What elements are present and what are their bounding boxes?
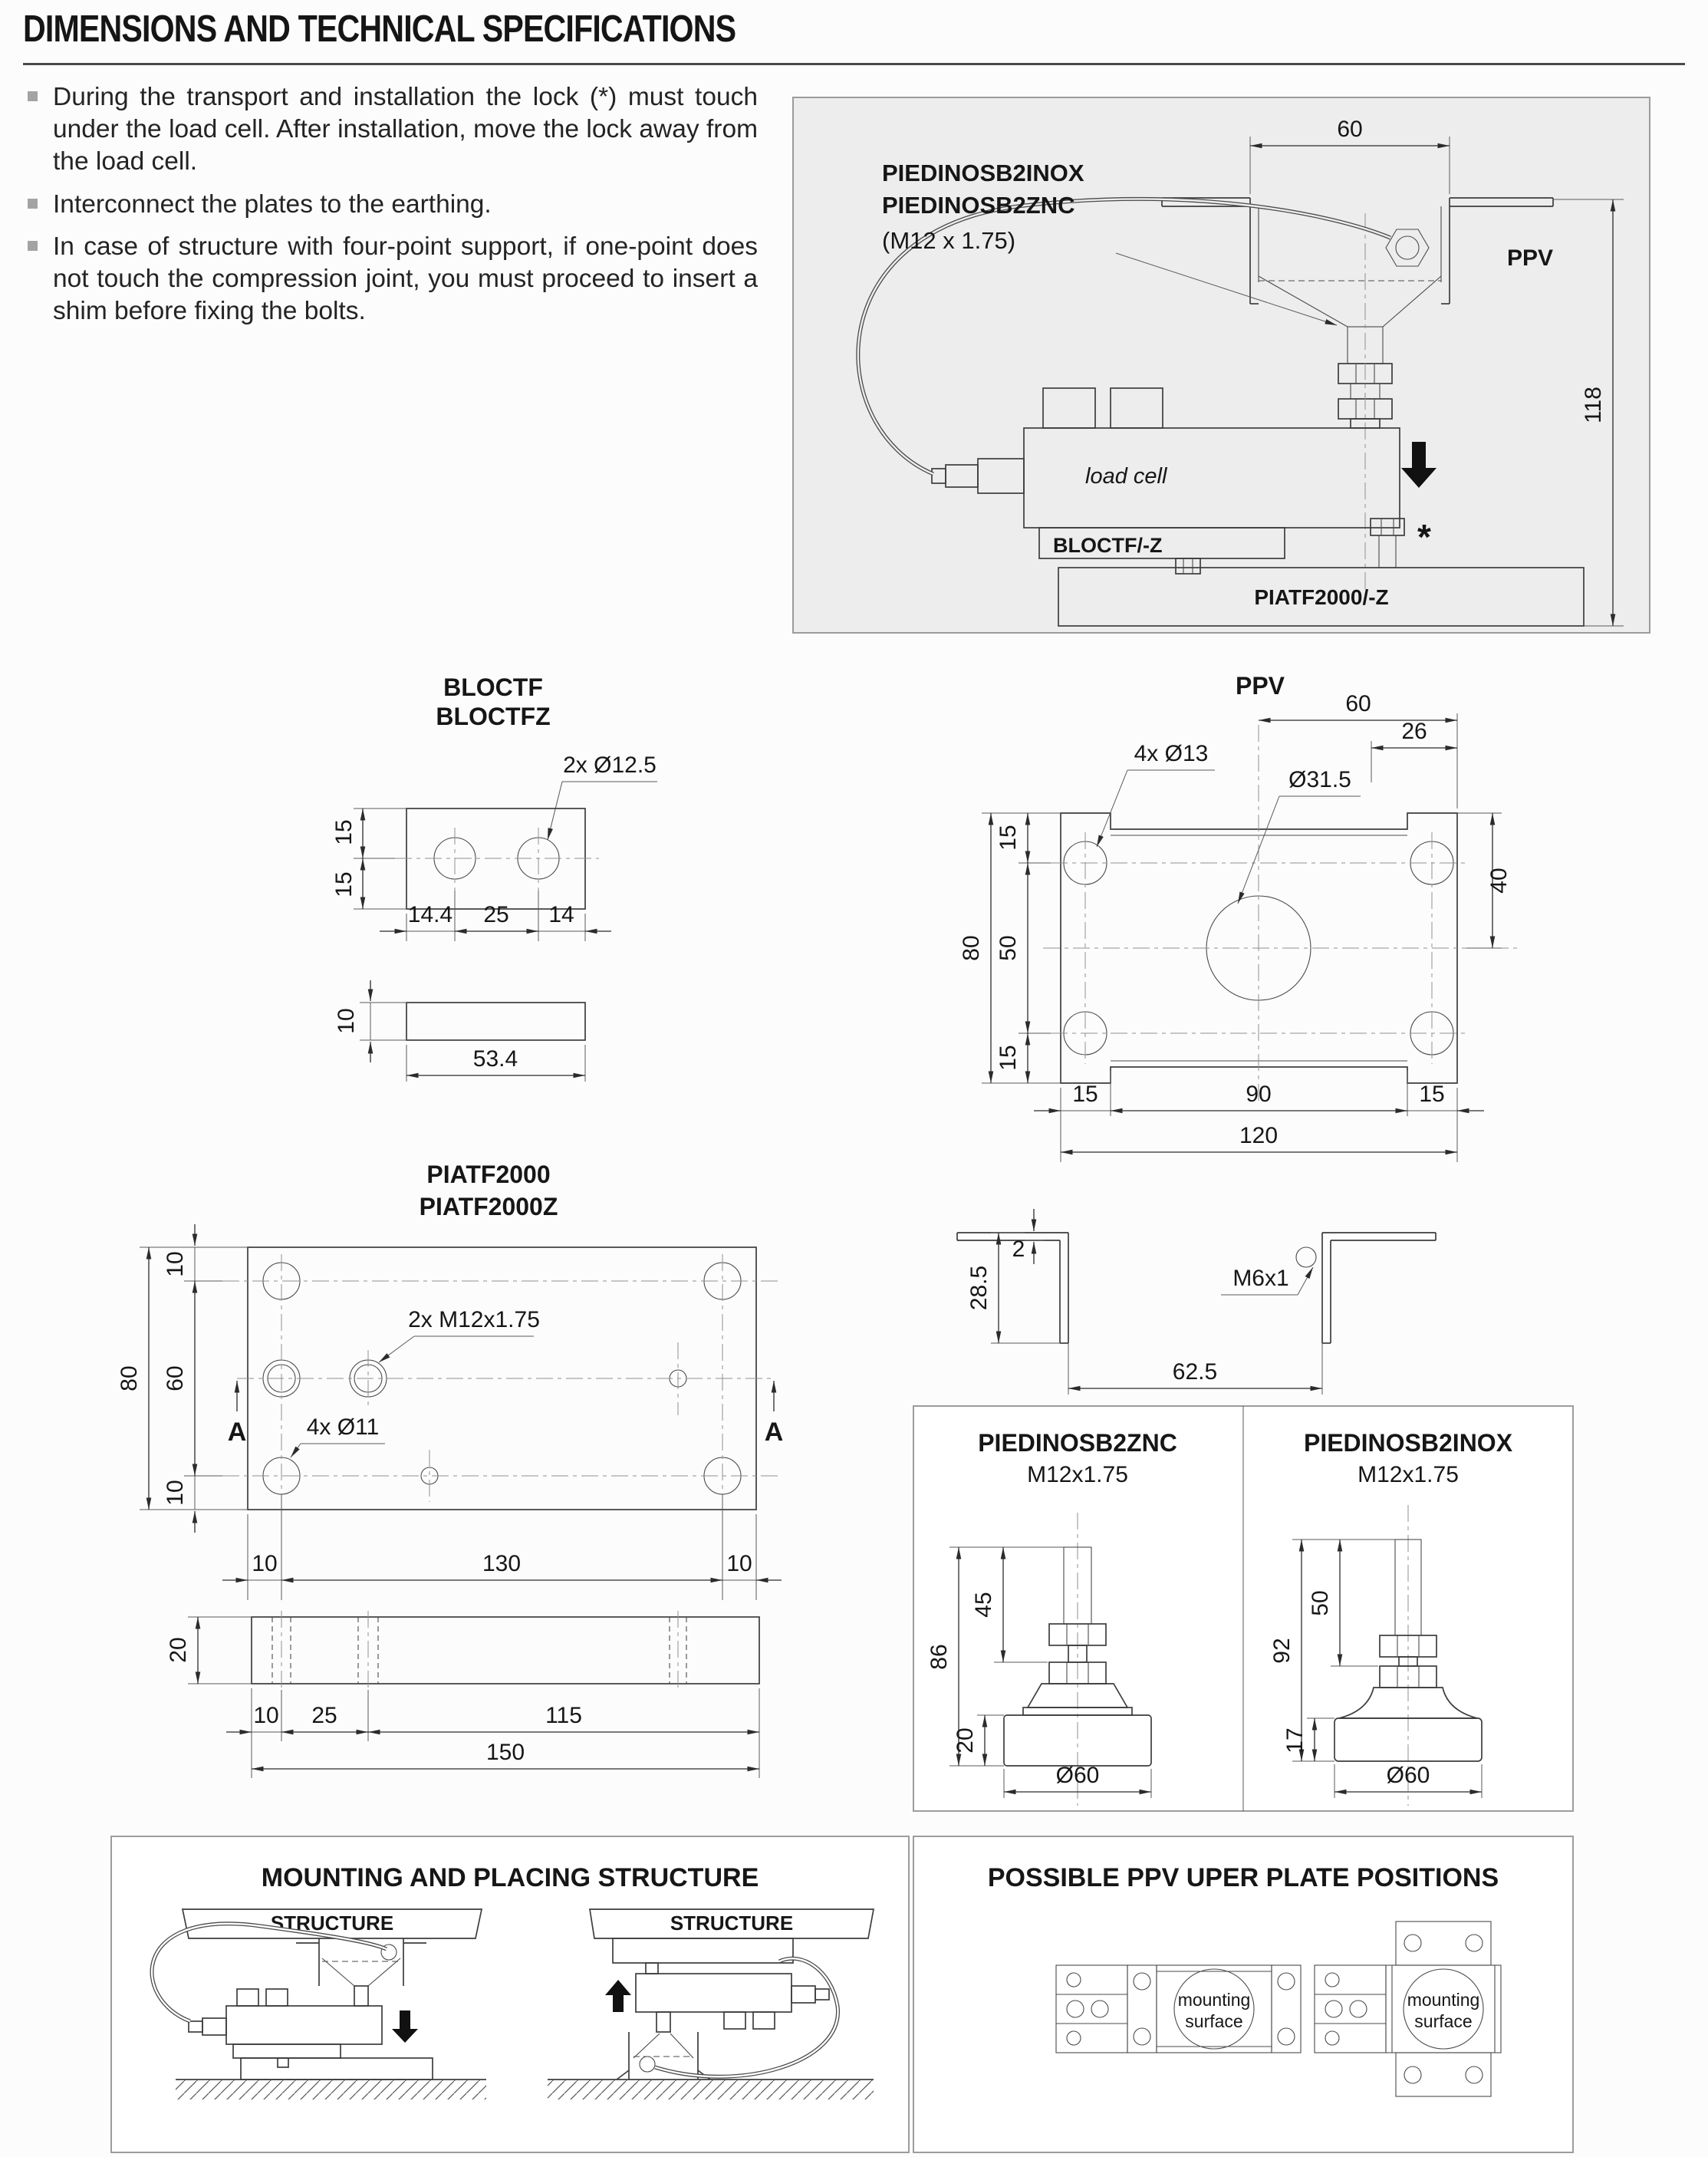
bloctf-top-view (331, 752, 657, 941)
assembly-diagram (794, 98, 1648, 631)
dim-label: 80 (959, 935, 984, 961)
dim-label: 90 (1246, 1082, 1272, 1107)
assembly-figure (792, 97, 1650, 634)
dim-label: 20 (953, 1727, 978, 1754)
figure-title: BLOCTF (443, 673, 543, 701)
assembly-dim-118 (1553, 199, 1624, 626)
bloctf-plate (1039, 528, 1285, 574)
dim-label: 53.4 (472, 1046, 518, 1072)
dim-label: 15 (996, 825, 1021, 851)
figure-title: PIATF2000 (426, 1161, 551, 1188)
dim-label: 60 (1337, 117, 1363, 142)
feet-panel (913, 1405, 1574, 1812)
dim-label: 2 (1012, 1237, 1025, 1262)
box-title: MOUNTING AND PLACING STRUCTURE (261, 1863, 759, 1892)
bullet-square-icon (28, 199, 38, 209)
notes-list (28, 81, 758, 338)
dim-label: 26 (1401, 719, 1427, 744)
surface-label: surface (1185, 2011, 1243, 2031)
dim-label: 50 (1308, 1590, 1333, 1616)
note-item (28, 189, 758, 221)
lock-bolt (1371, 517, 1431, 568)
bullet-square-icon (28, 241, 38, 251)
dim-label: 40 (1486, 868, 1512, 894)
dim-label: 45 (971, 1592, 996, 1618)
callout-line3: (M12 x 1.75) (882, 227, 1016, 254)
ppv-profile-drawing (951, 1197, 1442, 1404)
note-text: In case of structure with four-point support, if one-point does not touch the compression joint, you must proceed to insert a shim before fixing the bolts. (53, 232, 758, 326)
title-rule (23, 63, 1685, 65)
piatf-drawing (107, 1151, 836, 1826)
load-direction-arrow-icon (1401, 442, 1436, 488)
dim-label: Ø60 (1055, 1763, 1100, 1788)
positions-box (913, 1836, 1574, 2153)
dim-label: 17 (1282, 1727, 1308, 1754)
ppv-drawing (951, 667, 1611, 1166)
dim-label: 62.5 (1172, 1359, 1218, 1385)
foot-thread: M12x1.75 (1027, 1462, 1128, 1487)
dim-label: 10 (163, 1251, 188, 1277)
ppv-profile-dims (966, 1209, 1322, 1395)
dim-label: 20 (166, 1637, 191, 1663)
lock-asterisk: * (1417, 517, 1431, 557)
dim-label: 10 (334, 1008, 359, 1034)
ppv-bracket-outline (1162, 198, 1553, 327)
surface-label: surface (1414, 2011, 1473, 2031)
dim-label: 25 (483, 902, 509, 927)
piatf-base-plate (1058, 568, 1584, 626)
threaded-rod (1338, 213, 1392, 595)
piatf-side-view (166, 1611, 759, 1778)
dim-label: 10 (253, 1703, 279, 1728)
bullet-square-icon (28, 91, 38, 101)
bloctf-drawing (326, 664, 679, 1093)
dim-label: 10 (163, 1480, 188, 1506)
dim-label: 86 (926, 1644, 952, 1670)
structure-label: STRUCTURE (670, 1912, 794, 1935)
note-text: Interconnect the plates to the earthing. (53, 189, 492, 219)
dim-label: 92 (1269, 1638, 1295, 1664)
holes-label: 2x Ø12.5 (563, 752, 657, 778)
surface-label: mounting (1407, 1990, 1480, 2010)
figure-title: BLOCTFZ (436, 703, 551, 730)
assembly-dim-60 (1250, 117, 1450, 194)
figure-title: PPV (1235, 672, 1285, 700)
section-label: A (227, 1418, 247, 1447)
dim-label: 120 (1239, 1123, 1279, 1148)
holes-label: 4x Ø13 (1134, 741, 1209, 766)
note-item (28, 231, 758, 328)
callout-line1: PIEDINOSB2INOX (882, 160, 1084, 186)
dim-label: 80 (117, 1365, 142, 1391)
foot-title: PIEDINOSB2INOX (1303, 1429, 1513, 1457)
note-item (28, 81, 758, 179)
cable-eyelet-hex (1386, 229, 1429, 266)
dim-label: 14 (548, 902, 574, 927)
dim-label: 60 (163, 1365, 188, 1391)
dim-label: 28.5 (966, 1265, 992, 1311)
ground-hatch (548, 2080, 874, 2099)
dim-label: 118 (1581, 387, 1606, 423)
ground-hatch (176, 2080, 486, 2099)
ppv-profile-outline (957, 1233, 1436, 1343)
structure-label: STRUCTURE (270, 1912, 394, 1935)
piatf-top-view (117, 1224, 783, 1600)
load-cell-label: load cell (1085, 464, 1167, 489)
dim-label: 15 (1419, 1082, 1445, 1107)
callout-line2: PIEDINOSB2ZNC (882, 192, 1075, 219)
thread-label: 2x M12x1.75 (408, 1307, 540, 1332)
bloctf-label: BLOCTF/-Z (1053, 534, 1163, 557)
ppv-top-view (959, 691, 1519, 1162)
dim-label: 14.4 (407, 902, 453, 927)
load-cell-body (932, 388, 1400, 528)
center-hole-label: Ø31.5 (1288, 767, 1351, 792)
dim-label: 150 (485, 1740, 525, 1765)
dim-label: 10 (252, 1551, 278, 1576)
dim-label: 115 (545, 1703, 582, 1728)
assembly-callouts (882, 160, 1337, 325)
surface-label: mounting (1177, 1990, 1251, 2010)
figure-title: PIATF2000Z (419, 1193, 558, 1220)
dim-label: 60 (1345, 691, 1371, 716)
dim-label: 10 (726, 1551, 752, 1576)
page-title: DIMENSIONS AND TECHNICAL SPECIFICATIONS (23, 8, 736, 50)
foot-thread: M12x1.75 (1358, 1462, 1459, 1487)
box-title: POSSIBLE PPV UPER PLATE POSITIONS (987, 1863, 1499, 1892)
holes-label: 4x Ø11 (306, 1414, 380, 1440)
section-label: A (764, 1418, 784, 1447)
dim-label: 25 (311, 1703, 337, 1728)
note-text: During the transport and installation the lock (*) must touch under the load cell. After installation, move the lock away from the load cell. (53, 83, 758, 176)
dim-label: Ø60 (1386, 1763, 1430, 1788)
piatf-label: PIATF2000/-Z (1254, 585, 1389, 609)
dim-label: 130 (482, 1551, 522, 1576)
ppv-callout: PPV (1507, 245, 1554, 271)
cable-eyelet-icon (1396, 236, 1419, 259)
bloctf-side-view (334, 980, 585, 1082)
dim-label: 50 (996, 935, 1021, 961)
dim-label: 15 (1072, 1082, 1098, 1107)
dim-label: 15 (996, 1045, 1021, 1071)
dim-label: 15 (331, 871, 357, 897)
foot-title: PIEDINOSB2ZNC (978, 1429, 1177, 1457)
hole-label: M6x1 (1232, 1266, 1289, 1291)
mounting-box (110, 1836, 910, 2153)
dim-label: 15 (331, 819, 357, 845)
